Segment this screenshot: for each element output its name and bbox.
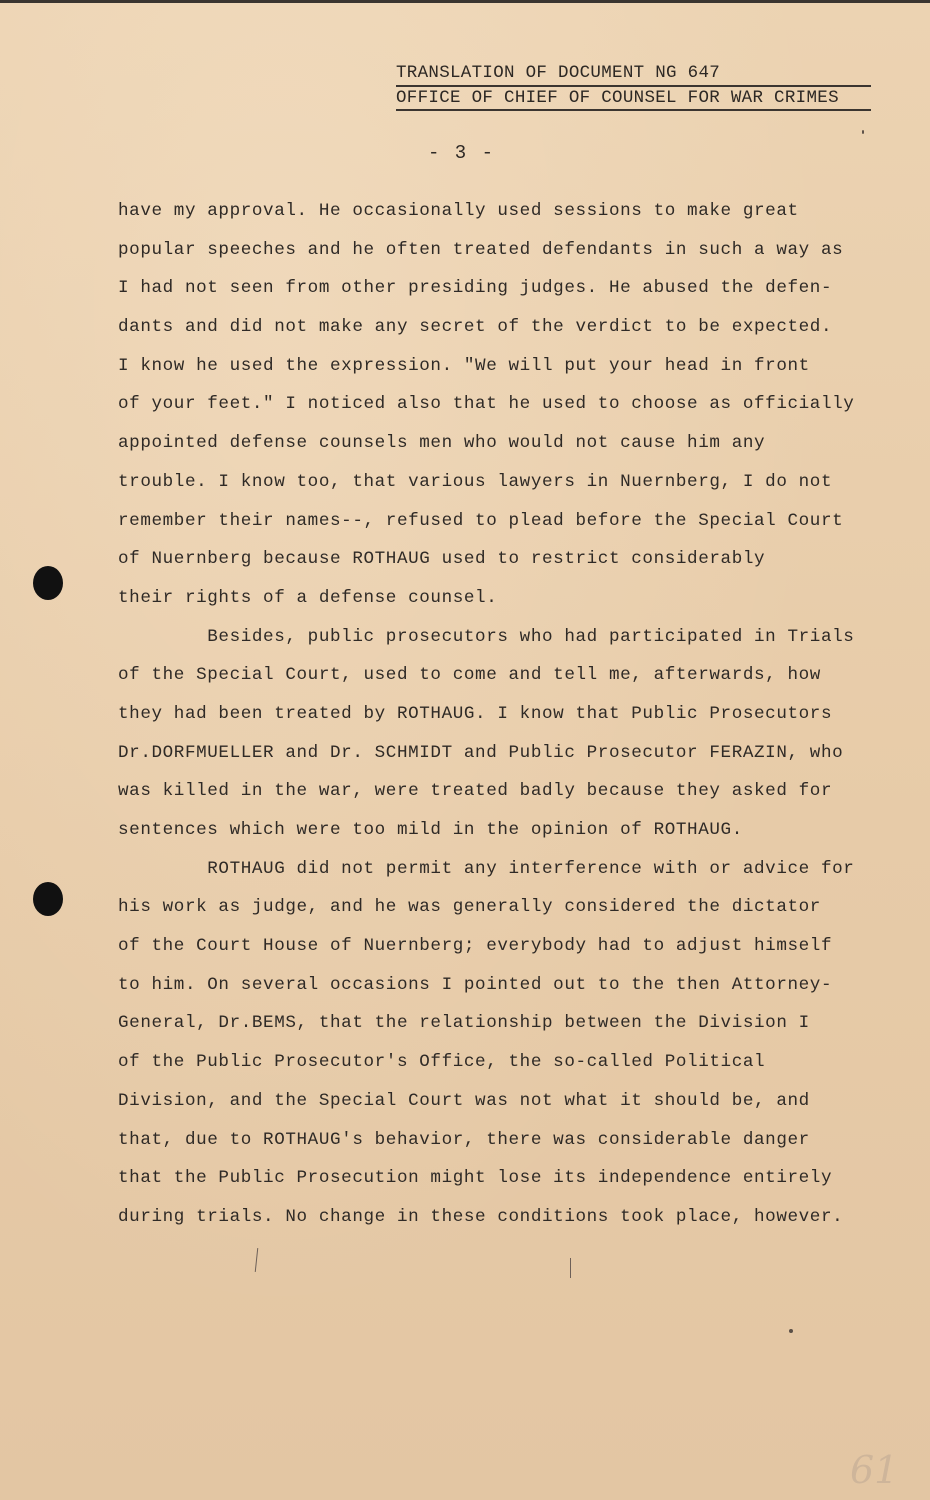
- text-line: to him. On several occasions I pointed out to the then Attorney-: [118, 974, 833, 995]
- text-line: appointed defense counsels men who would not cause him any: [118, 433, 766, 454]
- text-line: their rights of a defense counsel.: [118, 587, 498, 608]
- body-text: [118, 198, 888, 1243]
- punch-hole-icon: [33, 882, 63, 916]
- text-line: of Nuernberg because ROTHAUG used to restrict considerably: [118, 549, 766, 570]
- text-line: sentences which were too mild in the opinion of ROTHAUG.: [118, 820, 743, 840]
- ink-speck: [862, 130, 864, 134]
- text-line: popular speeches and he often treated defendants in such a way as: [118, 239, 844, 260]
- text-line: I had not seen from other presiding judges. He abused the defen-: [118, 278, 833, 299]
- header-translation-line: TRANSLATION OF DOCUMENT NG 647: [396, 62, 871, 87]
- text-line: have my approval. He occasionally used sessions to make great: [118, 201, 799, 221]
- text-line: trouble. I know too, that various lawyers in Nuernberg, I do not: [118, 471, 833, 492]
- text-line: I know he used the expression. "We will put your head in front: [118, 355, 810, 376]
- text-line: of your feet." I noticed also that he used to choose as officially: [118, 394, 855, 415]
- text-line: dants and did not make any secret of the verdict to be expected.: [118, 317, 833, 338]
- document-header: [396, 62, 871, 111]
- text-line: Besides, public prosecutors who had participated in Trials: [118, 626, 855, 647]
- page-top-edge: [0, 0, 930, 3]
- punch-hole-icon: [33, 566, 63, 600]
- text-line: that the Public Prosecution might lose its independence entirely: [118, 1168, 833, 1189]
- text-line: that, due to ROTHAUG's behavior, there was considerable danger: [118, 1129, 810, 1150]
- text-line: General, Dr.BEMS, that the relationship between the Division I: [118, 1013, 810, 1034]
- page-number: - 3 -: [428, 142, 496, 164]
- handwritten-page-number: 61: [850, 1448, 899, 1492]
- text-line: Division, and the Special Court was not what it should be, and: [118, 1090, 810, 1111]
- pencil-mark: [255, 1248, 259, 1272]
- text-line: of the Court House of Nuernberg; everybody had to adjust himself: [118, 936, 833, 957]
- ink-speck: [789, 1329, 793, 1333]
- pencil-mark: [570, 1258, 571, 1278]
- text-line: remember their names--, refused to plead before the Special Court: [118, 510, 844, 531]
- text-line: his work as judge, and he was generally considered the dictator: [118, 897, 821, 918]
- text-line: Dr.DORFMUELLER and Dr. SCHMIDT and Public Prosecutor FERAZIN, who: [118, 742, 844, 763]
- text-line: of the Public Prosecutor's Office, the so-called Political: [118, 1052, 766, 1073]
- text-line: ROTHAUG did not permit any interference with or advice for: [118, 858, 855, 879]
- text-line: of the Special Court, used to come and tell me, afterwards, how: [118, 665, 821, 686]
- text-line: they had been treated by ROTHAUG. I know that Public Prosecutors: [118, 703, 833, 724]
- header-office-line: OFFICE OF CHIEF OF COUNSEL FOR WAR CRIMES: [396, 87, 871, 111]
- text-line: during trials. No change in these conditions took place, however.: [118, 1206, 844, 1227]
- text-line: was killed in the war, were treated badly because they asked for: [118, 781, 833, 802]
